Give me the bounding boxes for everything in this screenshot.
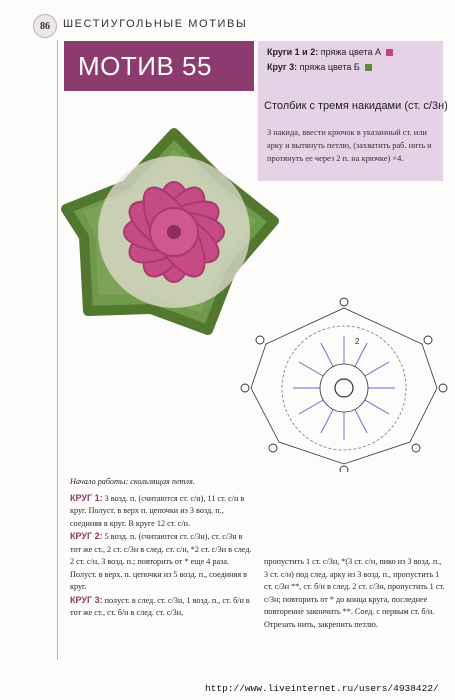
crochet-diagram: [237, 292, 451, 472]
motif-title: МОТИВ 55: [78, 50, 212, 81]
round-3-label: КРУГ 3:: [70, 594, 103, 605]
legend-yarn-b-text: пряжа цвета Б: [299, 62, 360, 72]
legend-yarn-b: [267, 62, 434, 72]
round-3-continued: пропустить 1 ст. с/3н, *(3 ст. с/н, пико из 3 возд. п., 3 ст. с/н) под след. арку из 3 возд. п., пропустить 1 ст. с/3н **, ст. б/н в след. 2 ст. с/3н, пропустить 1 ст. с/3н; повторить от * до конца круга, последнее повторение закончить **. Соед. с первым ст. б/н. Отрезать нить, закрепить петлю.: [264, 557, 445, 629]
legend-yarn-a: [267, 47, 434, 57]
color-a-swatch: [386, 49, 393, 56]
round-2-label: КРУГ 2:: [70, 531, 103, 541]
diagram-round-1: [320, 364, 368, 412]
source-url: http://www.liveinternet.ru/users/4938422/: [205, 683, 439, 694]
stitch-description: 3 накида, ввести крючок в указанный ст. или арку и вытянуть петлю, (захватить раб. нить и протянуть ее через 2 п. на крючке) ×4.: [267, 128, 432, 163]
instructions-column-left: [70, 476, 252, 620]
start-note: Начало работы: скользящая петля.: [70, 477, 195, 486]
round-3-text: полуст. в след. ст. с/3н, 1 возд. п., ст. б/н в тот же ст., ст. б/н в след. ст. с/3н,: [70, 595, 250, 617]
round-2-text: 5 возд. п. (считаются ст. с/3н), ст. с/3н в тот же ст., 2 ст. с/3н в след. ст. с/н, *2 ст. с/3н в след. 2 ст. с/н, 3 возд. п.; повторить от * еще 4 раза. Полуст. в верх. п. цепочки из 5 возд. п., соединяя в круг.: [70, 532, 252, 591]
legend-yarn-a-label: Круги 1 и 2:: [267, 47, 319, 57]
page-number: 86: [33, 14, 57, 38]
instructions-column-right: [264, 556, 446, 631]
title-bar: [64, 41, 254, 91]
flower-hole: [167, 225, 181, 239]
diagram-round-label: 2: [355, 337, 360, 346]
round-3: [70, 594, 252, 620]
legend-yarn-a-text: пряжа цвета А: [320, 47, 381, 57]
legend-yarn-b-label: Круг 3:: [267, 62, 298, 72]
round-1-text: 3 возд. п. (считаются ст. с/н), 11 ст. с/н в круг. Полуст. в верх п. цепочки из 3 возд. п., соединяя в круг. В круге 12 ст. с/н.: [70, 493, 245, 528]
color-b-swatch: [365, 64, 372, 71]
stitch-title: Столбик с тремя накидами (ст. с/3н): [264, 100, 448, 112]
round-1: [70, 492, 252, 531]
round-1-label: КРУГ 1:: [70, 492, 103, 503]
round-2: [70, 530, 252, 594]
running-head: ШЕСТИУГОЛЬНЫЕ МОТИВЫ: [63, 18, 248, 30]
